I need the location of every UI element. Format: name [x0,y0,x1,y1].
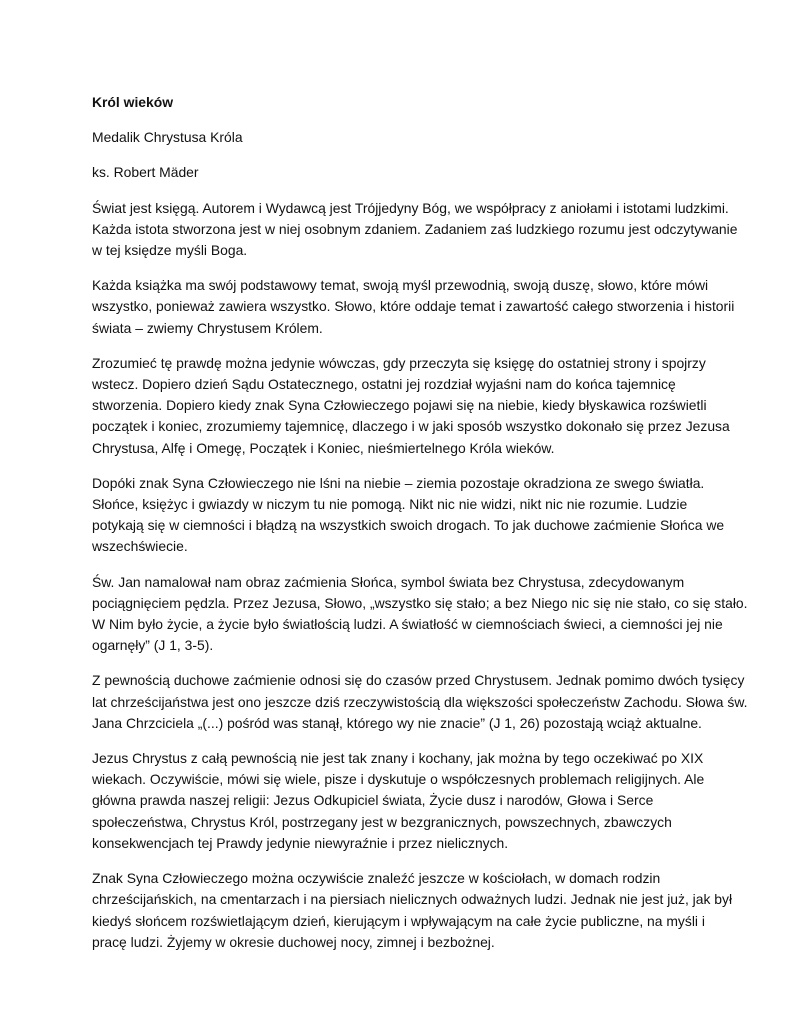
paragraph-line: Każda książka ma swój podstawowy temat, swoją myśl przewodnią, swoją duszę, słowo, które mówi [92,277,709,294]
paragraph-line: Świat jest księgą. Autorem i Wydawcą jest Trójjedyny Bóg, we współpracy z aniołami i istotami ludzkimi. [92,199,729,216]
paragraph-line: w tej księdze myśli Boga. [92,242,248,259]
paragraph-line: wiekach. Oczywiście, mówi się wiele, pisze i dyskutuje o współczesnych problemach religijnych. Ale [92,771,705,788]
document-author: ks. Robert Mäder [92,164,199,181]
paragraph-line: potykają się w ciemności i błądzą na wszystkich swoich drogach. To jak duchowe zaćmienie Słońca we [92,517,725,534]
paragraph-line: wstecz. Dopiero dzień Sądu Ostatecznego, ostatni jej rozdział wyjaśni nam do końca tajemnicę [92,376,676,393]
paragraph [92,275,735,339]
paragraph-line: konsekwencjach tej Prawdy jedynie niewyraźnie i przez nielicznych. [92,834,509,851]
paragraph-line: Dopóki znak Syna Człowieczego nie lśni na niebie – ziemia pozostaje okradziona ze swego światła. [92,474,705,491]
paragraph [92,868,733,953]
paragraph [92,353,730,459]
paragraph-line: Św. Jan namalował nam obraz zaćmienia Słońca, symbol świata bez Chrystusa, zdecydowanym [92,573,685,590]
paragraph-line: chrześcijańskich, na cmentarzach i na piersiach nielicznych odważnych ludzi. Jednak nie jest już, jak był [92,891,733,908]
paragraph-line: główna prawda naszej religii: Jezus Odkupiciel świata, Życie dusz i narodów, Głowa i Serce [92,792,654,809]
paragraph-line: W Nim było życie, a życie było światłością ludzi. A światłość w ciemnościach świeci, a ciemności jej nie [92,616,723,633]
paragraph-line: Chrystusa, Alfę i Omegę, Początek i Koniec, nieśmiertelnego Króla wieków. [92,439,555,456]
document-body [92,198,748,953]
paragraph [92,748,704,854]
paragraph-line: wszystko, ponieważ zawiera wszystko. Słowo, które oddaje temat i zawartość całego stworzenia i historii [92,298,735,315]
paragraph-line: Z pewnością duchowe zaćmienie odnosi się do czasów przed Chrystusem. Jednak pomimo dwóch tysięcy [92,672,745,689]
paragraph-line: początek i koniec, zrozumiemy tajemnicę, dlaczego i w jaki sposób wszystko dokonało się przez Jezusa [92,418,730,435]
paragraph-line: społeczeństwa, Chrystus Król, postrzegany jest w bezgranicznych, powszechnych, zbawczych [92,813,672,830]
paragraph-line: Jana Chrzciciela „(...) pośród was stanął, którego wy nie znacie” (J 1, 26) pozostają wciąż aktualne. [92,714,702,731]
paragraph-line: stworzenia. Dopiero kiedy znak Syna Człowieczego pojawi się na niebie, kiedy błyskawica rozświetli [92,397,707,414]
paragraph-line: Zrozumieć tę prawdę można jedynie wówczas, gdy przeczyta się księgę do ostatniej strony i spojrzy [92,354,706,371]
paragraph-line: Słońce, księżyc i gwiazdy w niczym tu nie pomogą. Nikt nic nie widzi, nikt nic nie rozumie. Ludzie [92,496,688,513]
document-subtitle: Medalik Chrystusa Króla [92,129,243,146]
document-title: Król wieków [92,94,174,110]
paragraph [92,198,738,262]
paragraph-line: Jezus Chrystus z całą pewnością nie jest tak znany i kochany, jak można by tego oczekiwać po XIX [92,750,704,767]
paragraph-line: Znak Syna Człowieczego można oczywiście znaleźć jeszcze w kościołach, w domach rodzin [92,870,661,887]
paragraph-line: kiedyś słońcem rozświetlającym dzień, kierującym i wpływającym na całe życie publiczne, na myśli i [92,912,705,929]
paragraph-line: wszechświecie. [92,538,188,555]
paragraph [92,473,725,558]
document-page [92,92,748,967]
paragraph-line: świata – zwiemy Chrystusem Królem. [92,319,323,336]
paragraph [92,572,748,657]
paragraph-line: pociągnięciem pędzla. Przez Jezusa, Słowo, „wszystko się stało; a bez Niego nic się nie stało, co się stało. [92,594,748,611]
paragraph-line: ogarnęły” (J 1, 3-5). [92,637,214,654]
paragraph-line: lat chrześcijaństwa jest ono jeszcze dziś rzeczywistością dla większości społeczeństw Zachodu. Słowa św. [92,693,748,710]
paragraph-line: pracę ludzi. Żyjemy w okresie duchowej nocy, zimnej i bezbożnej. [92,933,495,950]
paragraph-line: Każda istota stworzona jest w niej osobnym zdaniem. Zadaniem zaś ludzkiego rozumu jest odczytywanie [92,220,738,237]
paragraph [92,670,748,734]
